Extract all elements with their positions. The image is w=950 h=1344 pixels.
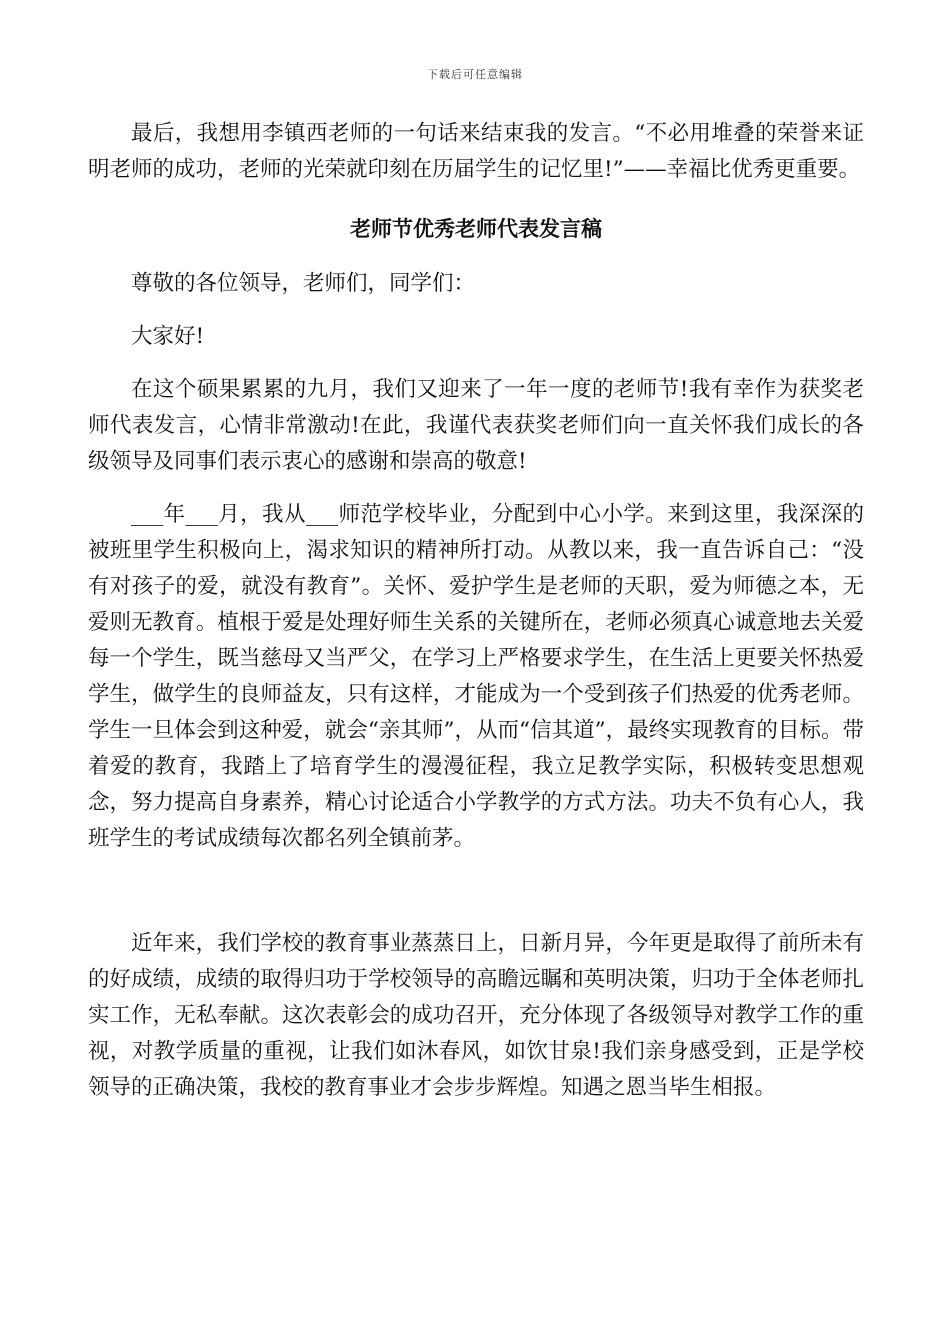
document-title: 老师节优秀老师代表发言稿 (350, 216, 602, 241)
document-body (88, 116, 864, 1123)
closing-paragraph: 最后，我想用李镇西老师的一句话来结束我的发言。“不必用堆叠的荣誉来证明老师的成功，老师的光荣就印刻在历届学生的记忆里!”——幸福比优秀更重要。 (88, 121, 864, 182)
paragraph-2: ___年___月，我从___师范学校毕业，分配到中心小学。来到这里，我深深的被班里学生积极向上，渴求知识的精神所打动。从教以来，我一直告诉自己：“没有对孩子的爱，就没有教育”。关怀、爱护学生是老师的天职，爱为师德之本，无爱则无教育。植根于爱是处理好师生关系的关键所在，老师必须真心诚意地去关爱每一个学生，既当慈母又当严父，在学习上严格要求学生，在生活上更要关怀热爱学生，做学生的良师益友，只有这样，才能成为一个受到孩子们热爱的优秀老师。学生一旦体会到这种爱，就会“亲其师”，从而“信其道”，最终实现教育的目标。带着爱的教育，我踏上了培育学生的漫漫征程，我立足教学实际，积极转变思想观念，努力提高自身素养，精心讨论适合小学教学的方式方法。功夫不负有心人，我班学生的考试成绩每次都名列全镇前茅。 (88, 502, 864, 851)
paragraph-spacer (88, 874, 864, 926)
greeting: 大家好! (131, 324, 205, 349)
paragraph-1: 在这个硕果累累的九月，我们又迎来了一年一度的老师节!我有幸作为获奖老师代表发言，心情非常激动!在此，我谨代表获奖老师们向一直关怀我们成长的各级领导及同事们表示衷心的感谢和崇高的敬意! (88, 377, 864, 474)
page-header-note: 下载后可任意编辑 (427, 68, 523, 81)
paragraph-3: 近年来，我们学校的教育事业蒸蒸日上，日新月异，今年更是取得了前所未有的好成绩，成绩的取得归功于学校领导的高瞻远瞩和英明决策，归功于全体老师扎实工作，无私奉献。这次表彰会的成功召开，充分体现了各级领导对教学工作的重视，对教学质量的重视，让我们如沐春风，如饮甘泉!我们亲身感受到，正是学校领导的正确决策，我校的教育事业才会步步辉煌。知遇之恩当毕生相报。 (88, 931, 864, 1100)
salutation: 尊敬的各位领导，老师们，同学们： (131, 271, 476, 296)
